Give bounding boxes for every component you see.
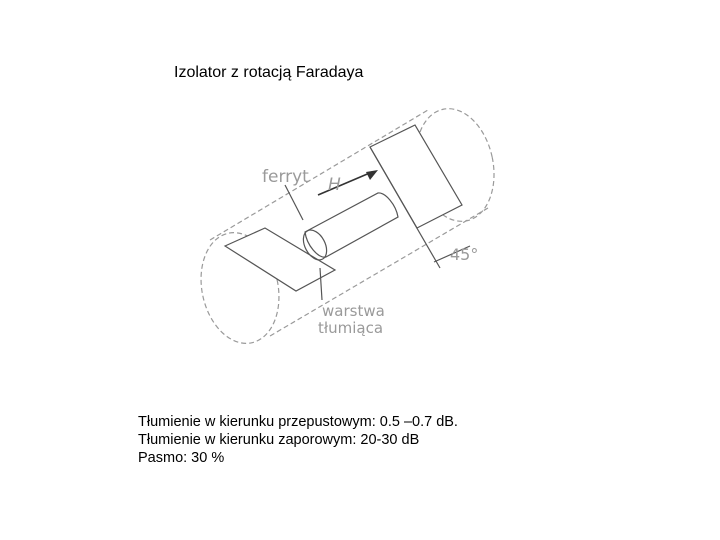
layer-label-line2: tłumiąca	[318, 319, 384, 337]
layer-label-line1: warstwa	[322, 302, 385, 320]
ferrite-label: ferryt	[262, 167, 309, 187]
spec-forward-attenuation: Tłumienie w kierunku przepustowym: 0.5 –0.7 dB.	[138, 414, 458, 430]
h-field-arrow	[318, 170, 378, 195]
angle-label: 45°	[450, 245, 479, 264]
page-title: Izolator z rotacją Faradaya	[174, 64, 364, 81]
spec-reverse-attenuation: Tłumienie w kierunku zaporowym: 20-30 dB	[138, 432, 420, 448]
spec-bandwidth: Pasmo: 30 %	[138, 450, 225, 466]
field-h-label: H	[328, 175, 341, 195]
specifications	[138, 413, 458, 467]
ferrite-rod	[305, 193, 398, 257]
